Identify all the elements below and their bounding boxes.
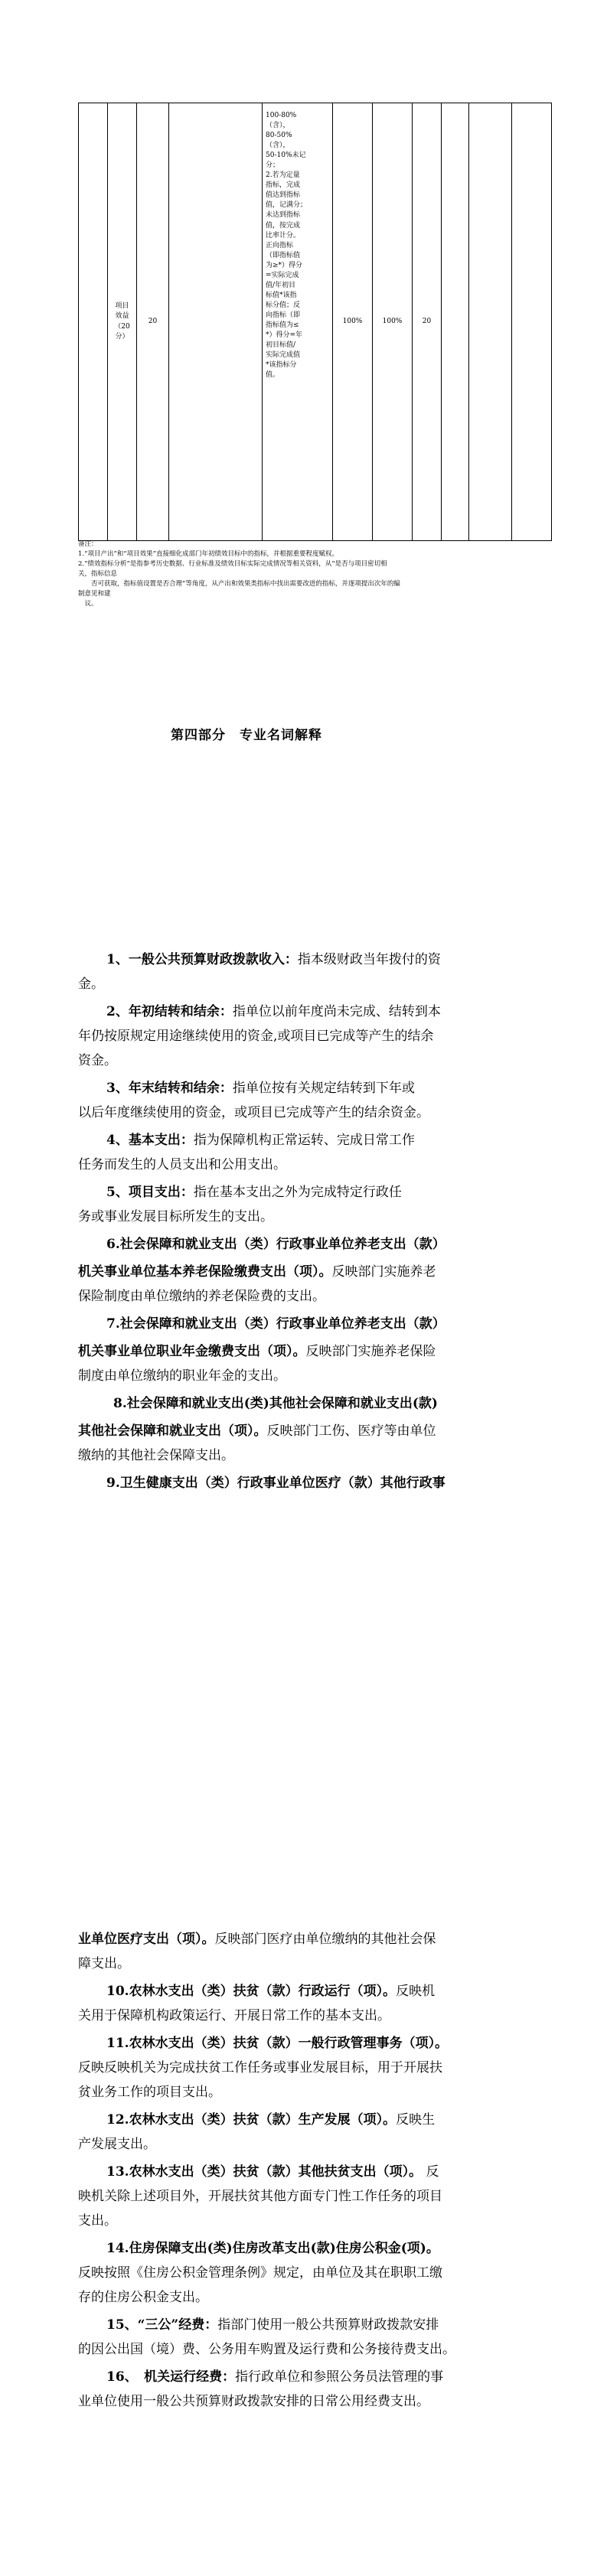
term-line: 贫业务工作的项目支出。 bbox=[78, 2085, 221, 2100]
term-line: 3、年末结转和结余：指单位按有关规定结转到下年或 bbox=[106, 1081, 415, 1096]
formula-line: （即指标值 bbox=[266, 251, 301, 259]
formula-line: 比率计分。 bbox=[266, 231, 301, 240]
formula-line: 值达到指标 bbox=[266, 191, 301, 200]
term-line: 的因公出国（境）费、公务用车购置及运行费和公务接待费支出。 bbox=[78, 2342, 455, 2357]
term-line: 业单位医疗支出（项）。反映部门医疗由单位缴纳的其他社会保 bbox=[78, 1932, 436, 1947]
empty-cell bbox=[469, 103, 512, 541]
term-line: 8.社会保障和就业支出(类)其他社会保障和就业支出(款) bbox=[113, 1396, 438, 1411]
formula-line: 向指标（即 bbox=[266, 311, 301, 319]
formula-line: *）得分=年 bbox=[266, 331, 303, 340]
note-line: 2.“绩效指标分析”是指参考历史数据、行业标准及绩效目标实际完成情况等相关资料，从“是否与项目密切相 bbox=[78, 560, 387, 568]
term-line: 机关事业单位基本养老保险缴费支出（项）。反映部门实施养老 bbox=[78, 1264, 436, 1280]
note-line: 关，指标信息 bbox=[78, 570, 118, 578]
term-line: 11.农林水支出（类）扶贫（款）一般行政管理事务（项）。 bbox=[106, 2036, 449, 2051]
formula-line: 为≥*）得分 bbox=[266, 261, 303, 269]
formula-line: 值/年初目 bbox=[266, 281, 296, 289]
formula-line: 值。 bbox=[266, 371, 280, 380]
part-title: 第四部分 专业名词解释 bbox=[171, 728, 322, 743]
performance-table bbox=[78, 103, 552, 541]
dimension-label-line: 分） bbox=[115, 332, 129, 341]
formula-line: 2.若为定量 bbox=[266, 171, 300, 180]
target-rate-cell: 100% bbox=[333, 103, 373, 541]
term-line: 6.社会保障和就业支出（类）行政事业单位养老支出（款） bbox=[106, 1237, 445, 1252]
term-line: 14.住房保障支出(类)住房改革支出(款)住房公积金(项)。 bbox=[106, 2241, 439, 2256]
term-line: 1、一般公共预算财政拨款收入：指本级财政当年拨付的资 bbox=[106, 952, 441, 967]
level1-cell bbox=[79, 103, 108, 541]
table-row bbox=[79, 103, 552, 541]
term-line: 7.社会保障和就业支出（类）行政事业单位养老支出（款） bbox=[106, 1316, 445, 1332]
dimension-label-line: （20 bbox=[114, 322, 130, 331]
formula-line: （含）， bbox=[266, 122, 290, 130]
formula-line: 正向指标 bbox=[266, 241, 294, 249]
formula-line: （含）， bbox=[266, 142, 290, 150]
term-line: 4、基本支出：指为保障机构正常运转、完成日常工作 bbox=[106, 1133, 415, 1148]
term-line: 9.卫生健康支出（类）行政事业单位医疗（款）其他行政事 bbox=[106, 1475, 445, 1491]
scoring-method-cell bbox=[263, 103, 333, 541]
term-line: 12.农林水支出（类）扶贫（款）生产发展（项）。反映生 bbox=[106, 2112, 436, 2128]
term-line: 反映反映机关为完成扶贫工作任务或事业发展目标，用于开展扶 bbox=[78, 2060, 442, 2075]
term-line: 13.农林水支出（类）扶贫（款）其他扶贫支出（项）。 反 bbox=[106, 2164, 439, 2180]
note-line: 否可获取，指标值设置是否合理”等角度，从产出和效果类指标中找出需要改进的指标，并逐项提出次年的编 bbox=[78, 580, 400, 588]
formula-line: 未达到指标 bbox=[266, 211, 301, 220]
term-line: 2、年初结转和结余：指单位以前年度尚未完成、结转到本 bbox=[106, 1004, 441, 1019]
empty-cell bbox=[512, 103, 552, 541]
term-line: 其他社会保障和就业支出（项）。反映部门工伤、医疗等由单位 bbox=[78, 1423, 436, 1439]
formula-line: 标值*该指 bbox=[266, 291, 297, 299]
term-line: 金。 bbox=[78, 977, 104, 992]
term-line: 缴纳的其他社会保障支出。 bbox=[78, 1448, 234, 1463]
term-line: 映机关除上述项目外，开展扶贫其他方面专门性工作任务的项目 bbox=[78, 2189, 442, 2204]
table-notes bbox=[78, 540, 553, 609]
note-line: 备注： bbox=[78, 540, 98, 548]
formula-line: 值，按完成 bbox=[266, 221, 301, 230]
term-line: 机关事业单位职业年金缴费支出（项）。反映部门实施养老保险 bbox=[78, 1344, 436, 1359]
term-line: 15、“三公”经费：指部门使用一般公共预算财政拨款安排 bbox=[106, 2317, 439, 2333]
term-line: 以后年度继续使用的资金，或项目已完成等产生的结余资金。 bbox=[78, 1105, 429, 1120]
term-line: 资金。 bbox=[78, 1053, 117, 1068]
term-line: 存的住房公积金支出。 bbox=[78, 2290, 208, 2305]
term-line: 保险制度由单位缴纳的养老保险费的支出。 bbox=[78, 1289, 325, 1304]
dimension-label-line: 效益 bbox=[115, 312, 129, 321]
formula-line: *该指标分 bbox=[266, 361, 297, 370]
dimension-label-line: 项目 bbox=[115, 302, 129, 311]
formula-line: 100-80% bbox=[266, 112, 297, 119]
term-line: 反映按照《住房公积金管理条例》规定，由单位及其在职职工缴 bbox=[78, 2265, 442, 2281]
empty-cell bbox=[169, 103, 263, 541]
note-line: 1.“项目产出”和“项目效果”直接细化成部门年初绩效目标中的指标，并根据重要程度赋权。 bbox=[78, 550, 338, 558]
empty-cell bbox=[442, 103, 469, 541]
term-line: 业单位使用一般公共预算财政拨款安排的日常公用经费支出。 bbox=[78, 2394, 429, 2409]
term-line: 16、 机关运行经费：指行政单位和参照公务员法管理的事 bbox=[106, 2369, 444, 2385]
term-line: 关用于保障机构政策运行、开展日常工作的基本支出。 bbox=[78, 2008, 390, 2023]
note-line: 议。 bbox=[78, 600, 98, 608]
formula-line: =实际完成 bbox=[266, 271, 299, 279]
actual-rate-cell: 100% bbox=[373, 103, 413, 541]
term-line: 障支出。 bbox=[78, 1956, 130, 1971]
formula-line: 指标值为≤ bbox=[266, 321, 299, 329]
formula-line: 初目标值/ bbox=[266, 341, 296, 350]
formula-line: 分； bbox=[266, 161, 280, 170]
term-line: 10.农林水支出（类）扶贫（款）行政运行（项）。反映机 bbox=[106, 1984, 436, 1999]
formula-line: 50-10%未记 bbox=[266, 152, 306, 160]
dimension-cell bbox=[108, 103, 137, 541]
formula-line: 值，记满分； bbox=[266, 201, 308, 210]
term-line: 年仍按原规定用途继续使用的资金,或项目已完成等产生的结余 bbox=[78, 1029, 434, 1044]
formula-line: 标分值；反 bbox=[266, 301, 301, 309]
term-line: 务或事业发展目标所发生的支出。 bbox=[78, 1209, 273, 1224]
term-line: 制度由单位缴纳的职业年金的支出。 bbox=[78, 1368, 286, 1384]
score-cell: 20 bbox=[413, 103, 442, 541]
term-line: 支出。 bbox=[78, 2213, 117, 2229]
note-line: 制意见和建 bbox=[78, 590, 111, 598]
term-line: 任务而发生的人员支出和公用支出。 bbox=[78, 1157, 286, 1172]
formula-line: 实际完成值 bbox=[266, 351, 301, 360]
formula-line: 指标，完成 bbox=[266, 181, 301, 190]
formula-line: 80-50% bbox=[266, 132, 292, 140]
term-line: 产发展支出。 bbox=[78, 2137, 156, 2152]
term-line: 5、项目支出：指在基本支出之外为完成特定行政任 bbox=[106, 1185, 402, 1200]
weight-cell: 20 bbox=[137, 103, 169, 541]
